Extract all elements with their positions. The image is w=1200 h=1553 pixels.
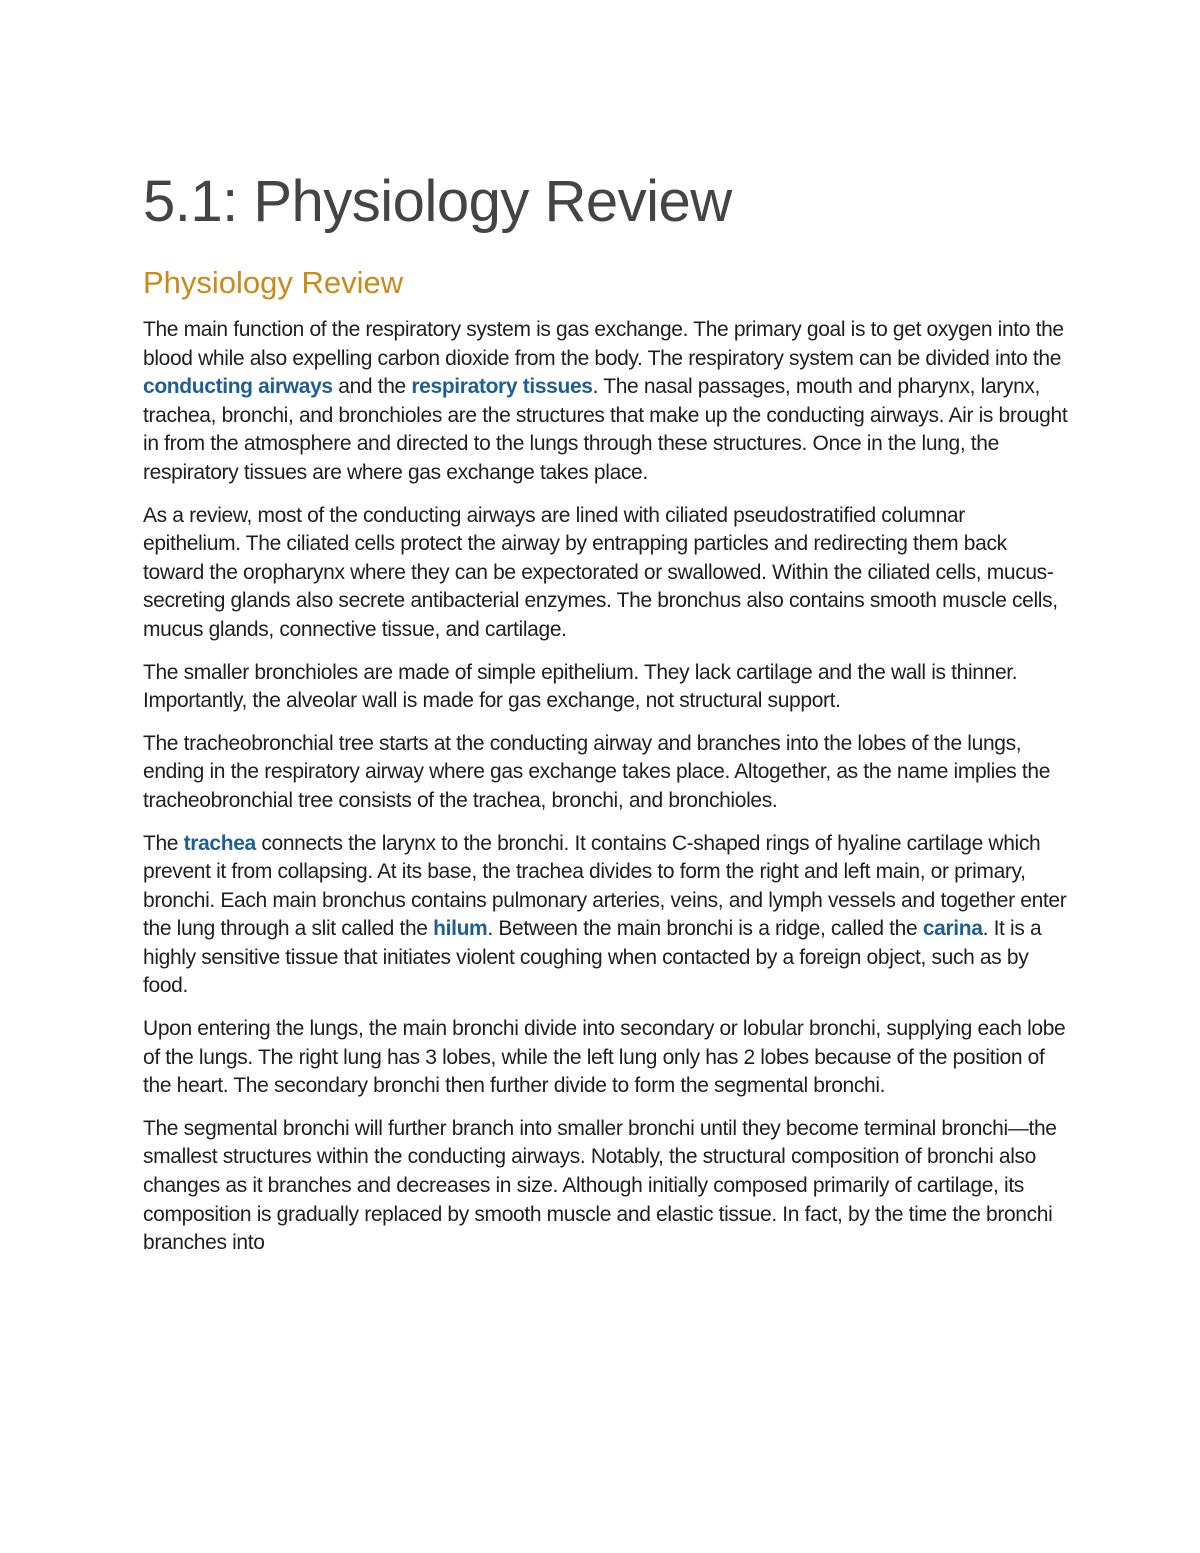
term-carina: carina — [922, 917, 983, 941]
paragraph-text: . It is a highly sensitive tissue that initiates violent coughing when contacted by a foreign object, such as by food. — [143, 917, 1042, 998]
paragraph-text: . The nasal passages, mouth and pharynx, larynx, trachea, bronchi, and bronchioles are the structures that make up the conducting airways. Air is brought in from the atmosphere and directed to the lungs through these structures. Once in the lung, the respiratory tissues are where gas exchange takes place. — [143, 375, 1068, 484]
term-conducting-airways: conducting airways — [143, 375, 333, 399]
paragraph-trachea — [143, 830, 1068, 1002]
paragraph-text: and the — [332, 375, 412, 399]
paragraph-lobular-bronchi: Upon entering the lungs, the main bronchi divide into secondary or lobular bronchi, supplying each lobe of the lungs. The right lung has 3 lobes, while the left lung only has 2 lobes because of the position of the heart. The secondary bronchi then further divide to form the segmental bronchi. — [143, 1017, 1066, 1098]
paragraph-tracheobronchial-tree: The tracheobronchial tree starts at the conducting airway and branches into the lobes of the lungs, ending in the respiratory airway where gas exchange takes place. Altogether, as the name implies the tracheobronchial tree consists of the trachea, bronchi, and bronchioles. — [143, 731, 1051, 812]
document-page — [143, 162, 1068, 1272]
paragraph-text: connects the larynx to the bronchi. It contains C-shaped rings of hyaline cartilage which prevent it from collapsing. At its base, the trachea divides to form the right and left main, or primary, bronchi. Each main bronchus contains pulmonary arteries, veins, and lymph vessels and together enter the lung through a slit called the — [143, 831, 1067, 941]
paragraph-epithelium-review: As a review, most of the conducting airways are lined with ciliated pseudostratified columnar epithelium. The ciliated cells protect the airway by entrapping particles and redirecting them back toward the oropharynx where they can be expectorated or swallowed. Within the ciliated cells, mucus-secreting glands also secrete antibacterial enzymes. The bronchus also contains smooth muscle cells, mucus glands, connective tissue, and cartilage. — [143, 503, 1058, 641]
paragraph-segmental-bronchi: The segmental bronchi will further branch into smaller bronchi until they become terminal bronchi—the smallest structures within the conducting airways. Notably, the structural composition of bronchi also changes as it branches and decreases in size. Although initially composed primarily of cartilage, its composition is gradually replaced by smooth muscle and elastic tissue. In fact, by the time the bronchi branches into — [143, 1116, 1057, 1255]
term-hilum: hilum — [433, 917, 488, 941]
section-heading: Physiology Review — [143, 265, 404, 300]
paragraph-respiratory-function — [143, 316, 1068, 488]
term-respiratory-tissues: respiratory tissues — [411, 375, 593, 399]
term-trachea: trachea — [183, 831, 256, 855]
page-title: 5.1: Physiology Review — [143, 169, 732, 234]
paragraph-bronchioles: The smaller bronchioles are made of simple epithelium. They lack cartilage and the wall is thinner. Importantly, the alveolar wall is made for gas exchange, not structural support. — [143, 660, 1018, 713]
paragraph-text: The — [143, 831, 184, 855]
paragraph-text: The main function of the respiratory system is gas exchange. The primary goal is to get oxygen into the blood while also expelling carbon dioxide from the body. The respiratory system can be divided into the — [143, 318, 1064, 370]
paragraph-text: . Between the main bronchi is a ridge, called the — [487, 917, 923, 941]
